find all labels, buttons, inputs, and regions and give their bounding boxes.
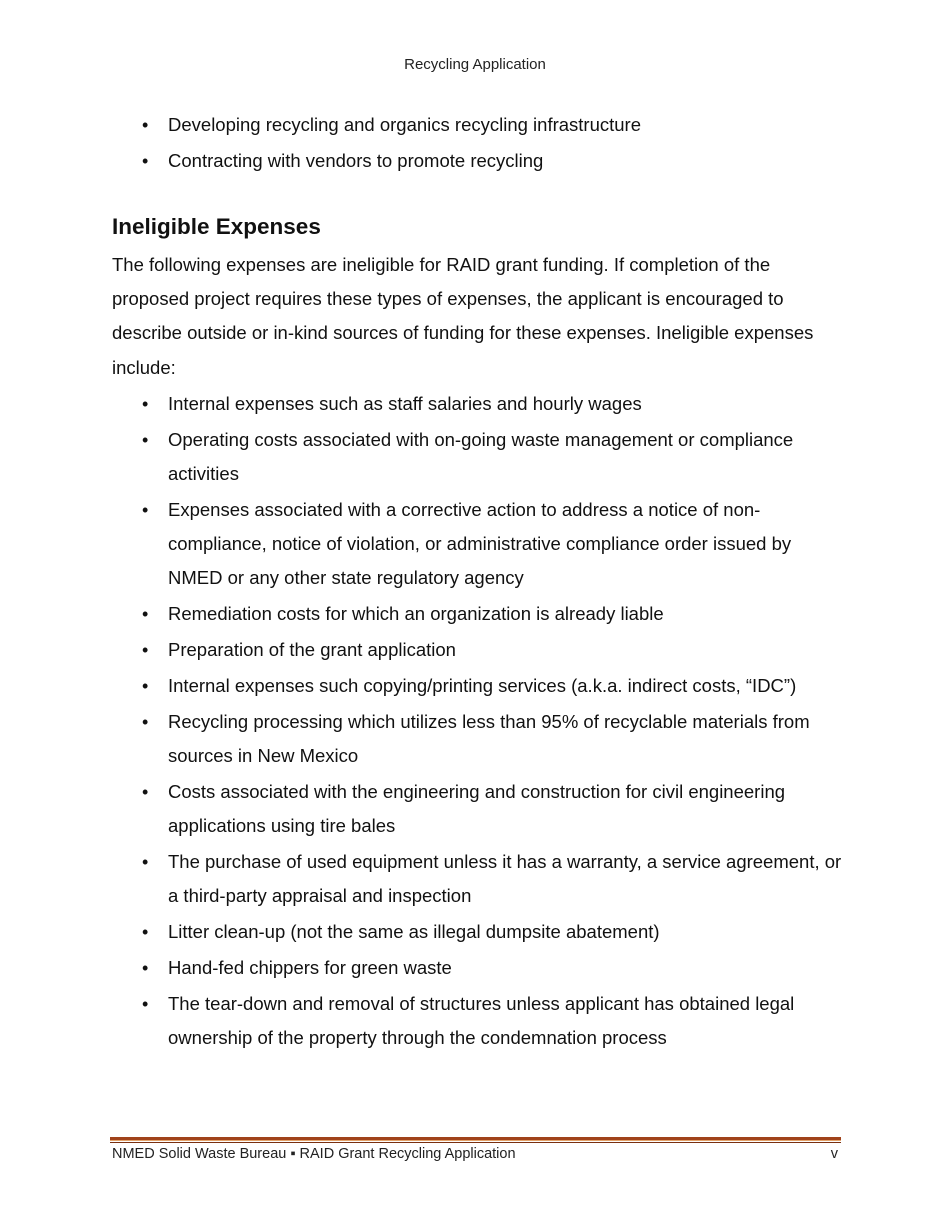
- list-item: • Preparation of the grant application: [112, 633, 842, 667]
- top-bullet-list: [112, 108, 842, 178]
- footer-rule-thin: [110, 1142, 841, 1143]
- list-item: • Internal expenses such as staff salaries and hourly wages: [112, 387, 842, 421]
- list-item: • Operating costs associated with on-going waste management or compliance activities: [112, 423, 842, 491]
- bullet-icon: •: [142, 675, 149, 696]
- list-item: • Remediation costs for which an organization is already liable: [112, 597, 842, 631]
- bullet-icon: •: [142, 499, 149, 520]
- list-item: • The tear-down and removal of structures unless applicant has obtained legal ownership of the property through the condemnation process: [112, 987, 842, 1055]
- bullet-icon: •: [142, 603, 149, 624]
- list-item: • The purchase of used equipment unless it has a warranty, a service agreement, or a third-party appraisal and inspection: [112, 845, 842, 913]
- bullet-icon: •: [142, 993, 149, 1014]
- bullet-icon: •: [142, 429, 149, 450]
- section-intro: The following expenses are ineligible for RAID grant funding. If completion of the proposed project requires these types of expenses, the applicant is encouraged to describe outside or in-kind sources of funding for these expenses. Ineligible expenses include:: [112, 254, 814, 378]
- bullet-icon: •: [142, 711, 149, 732]
- ineligible-expenses-list: [112, 387, 842, 1055]
- page-content: [112, 108, 842, 1057]
- bullet-icon: •: [142, 851, 149, 872]
- list-item: • Developing recycling and organics recycling infrastructure: [112, 108, 842, 142]
- page-header: Recycling Application: [404, 56, 546, 73]
- bullet-icon: •: [142, 921, 149, 942]
- bullet-icon: •: [142, 151, 149, 171]
- list-item: • Internal expenses such copying/printing services (a.k.a. indirect costs, “IDC”): [112, 669, 842, 703]
- list-item: • Recycling processing which utilizes less than 95% of recyclable materials from sources in New Mexico: [112, 705, 842, 773]
- list-item: • Costs associated with the engineering and construction for civil engineering applications using tire bales: [112, 775, 842, 843]
- footer-rule: [110, 1137, 841, 1141]
- bullet-icon: •: [142, 957, 149, 978]
- footer-text: NMED Solid Waste Bureau ▪ RAID Grant Recycling Application: [112, 1146, 516, 1162]
- bullet-icon: •: [142, 781, 149, 802]
- section-heading: Ineligible Expenses: [112, 214, 321, 239]
- page-number: v: [830, 1146, 838, 1162]
- bullet-icon: •: [142, 393, 149, 414]
- list-item: • Expenses associated with a corrective action to address a notice of non-compliance, notice of violation, or administrative compliance order issued by NMED or any other state regulatory agency: [112, 493, 842, 595]
- list-item: • Contracting with vendors to promote recycling: [112, 144, 842, 178]
- list-item: • Litter clean-up (not the same as illegal dumpsite abatement): [112, 915, 842, 949]
- bullet-icon: •: [142, 639, 149, 660]
- list-item: • Hand-fed chippers for green waste: [112, 951, 842, 985]
- bullet-icon: •: [142, 115, 149, 135]
